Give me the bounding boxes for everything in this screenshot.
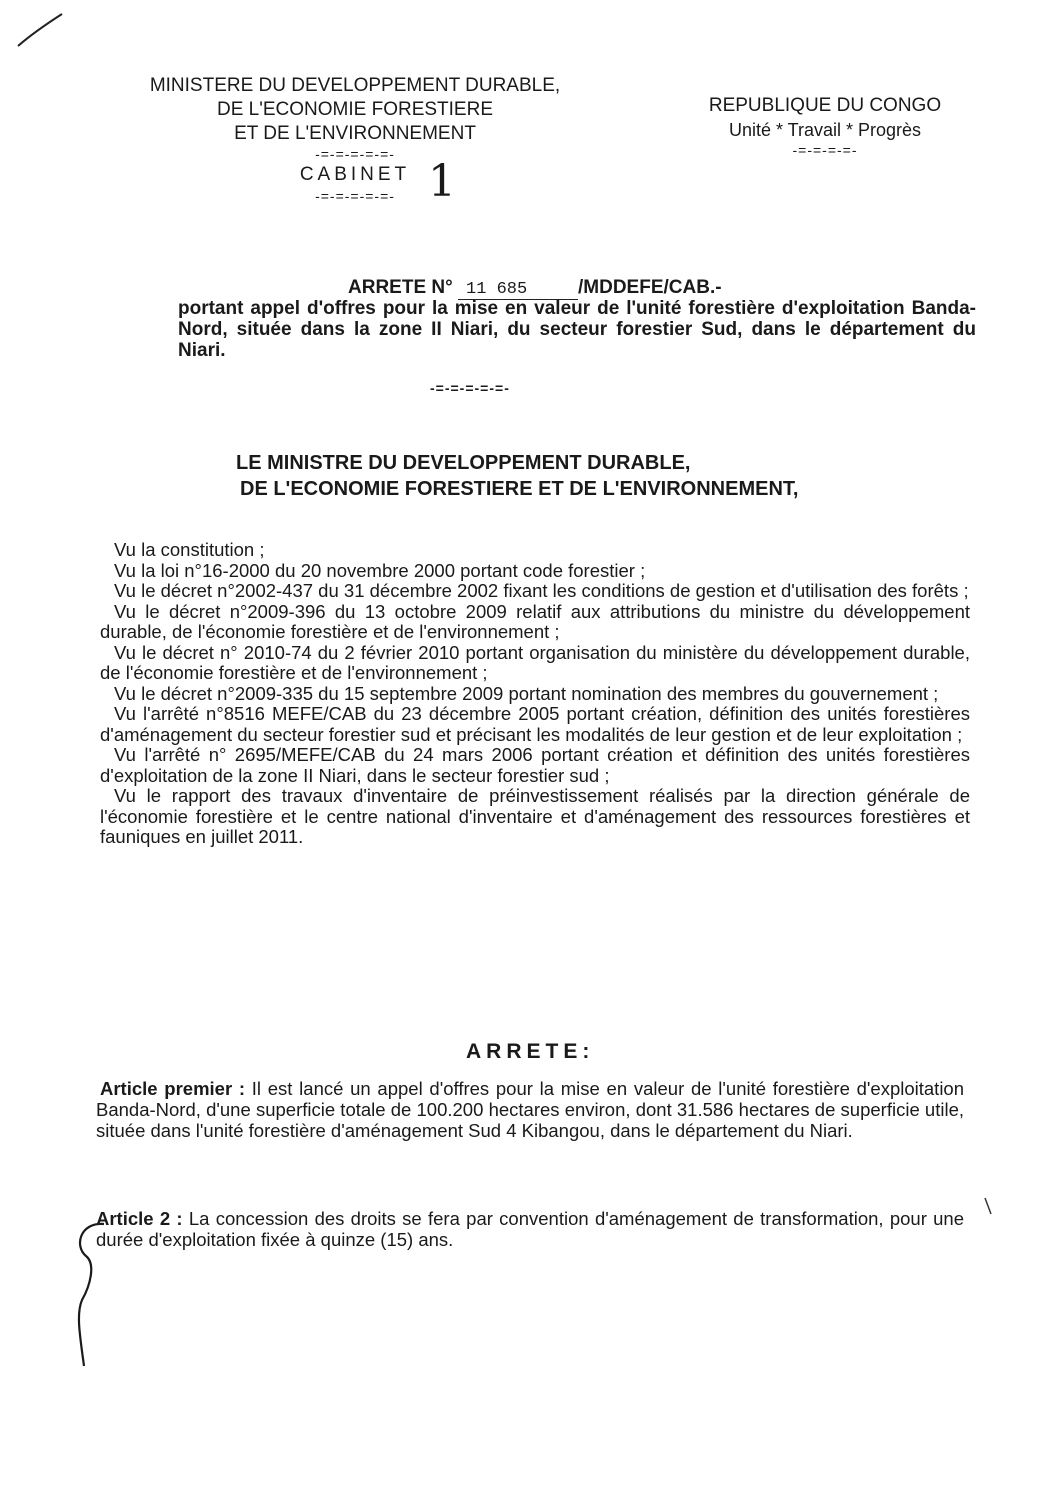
decree-suffix: /MDDEFE/CAB.-: [578, 277, 722, 298]
article-2-label: Article 2 :: [96, 1208, 183, 1229]
visa-item: Vu la constitution ;: [114, 539, 265, 560]
minister-line-1: LE MINISTRE DU DEVELOPPEMENT DURABLE,: [236, 452, 691, 474]
minister-heading: [236, 450, 876, 502]
decree-number-line: [348, 277, 722, 300]
cabinet-separator: -=-=-=-=-=-: [315, 188, 395, 204]
visa-item: Vu le rapport des travaux d'inventaire de préinvestissement réalisés par la direction générale de l'économie forestière et le centre national d'inventaire et d'aménagement des ressources forestières et fauniques en juillet 2011.: [100, 785, 970, 847]
visa-item: Vu l'arrêté n°8516 MEFE/CAB du 23 décembre 2005 portant création, définition des unités forestières d'aménagement du secteur forestier sud et précisant les modalités de leur gestion et de leur exploitation ;: [100, 703, 970, 745]
visa-item: Vu le décret n°2009-335 du 15 septembre 2009 portant nomination des membres du gouvernement ;: [114, 682, 939, 704]
decree-subject: portant appel d'offres pour la mise en valeur de l'unité forestière d'exploitation Banda-Nord, située dans la zone II Niari, du secteur forestier Sud, dans le département du Niari.: [178, 298, 976, 361]
arrete-title: ARRETE:: [466, 1040, 595, 1063]
visa-item: Vu le décret n°2009-396 du 13 octobre 2009 relatif aux attributions du ministre du développement durable, de l'économie forestière et de l'environnement ;: [100, 600, 970, 642]
visa-item: Vu l'arrêté n° 2695/MEFE/CAB du 24 mars 2006 portant création et définition des unités forestières d'exploitation de la zone II Niari, dans le secteur forestier sud ;: [100, 744, 970, 786]
ministry-separator: -=-=-=-=-=-: [315, 146, 395, 162]
article-premier: [96, 1078, 964, 1141]
ministry-line-3: ET DE L'ENVIRONNEMENT: [234, 123, 476, 144]
decree-prefix: ARRETE N°: [348, 277, 453, 298]
ministry-line-1: MINISTERE DU DEVELOPPEMENT DURABLE,: [149, 75, 561, 96]
ministry-header: [110, 74, 600, 207]
pen-stroke-mark: [14, 6, 74, 66]
article-2-text: La concession des droits se fera par convention d'aménagement de transformation, pour une durée d'exploitation fixée à quinze (15) ans.: [96, 1208, 965, 1250]
cabinet-label: CABINET: [299, 164, 411, 185]
article-premier-label: Article premier :: [100, 1078, 246, 1099]
handwritten-signature: [60, 1216, 120, 1376]
article-premier-text: Il est lancé un appel d'offres pour la mise en valeur de l'unité forestière d'exploitation Banda-Nord, d'une superficie totale de 100.200 hectares environ, dont 31.586 hectares de superficie utile, située dans l'unité forestière d'aménagement Sud 4 Kibangou, dans le département du Niari.: [96, 1078, 965, 1141]
republic-name: REPUBLIQUE DU CONGO: [708, 95, 942, 116]
minister-line-2: DE L'ECONOMIE FORESTIERE ET DE L'ENVIRONNEMENT,: [240, 478, 799, 500]
ministry-line-2: DE L'ECONOMIE FORESTIERE: [216, 99, 493, 120]
republic-separator: -=-=-=-=-: [792, 142, 858, 158]
margin-tick-mark: [983, 1196, 995, 1218]
republic-header: [680, 94, 970, 158]
visas-list: [100, 540, 970, 848]
visa-item: Vu le décret n° 2010-74 du 2 février 2010 portant organisation du ministère du développement durable, de l'économie forestière et de l'environnement ;: [100, 641, 970, 683]
cabinet-number: 1: [428, 156, 456, 207]
article-2: [96, 1208, 964, 1250]
visa-item: Vu la loi n°16-2000 du 20 novembre 2000 portant code forestier ;: [114, 559, 646, 581]
republic-motto: Unité * Travail * Progrès: [728, 120, 922, 140]
visa-item: Vu le décret n°2002-437 du 31 décembre 2002 fixant les conditions de gestion et d'utilisation des forêts ;: [114, 580, 969, 601]
decree-number: 11 685: [458, 280, 578, 300]
subject-separator: -=-=-=-=-=-: [430, 380, 510, 396]
